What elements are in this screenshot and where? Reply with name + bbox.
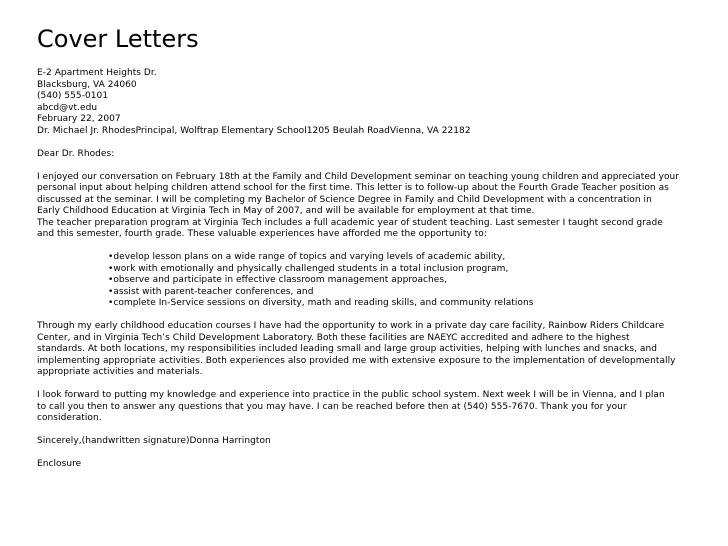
sender-address-line2: Blacksburg, VA 24060 xyxy=(37,79,137,90)
paragraph-line: to call you then to answer any questions that you may have. I can be reached before then at (540) 555-7670. Thank you for your xyxy=(37,401,627,412)
sender-email: abcd@vt.edu xyxy=(37,102,98,113)
paragraph-line: I look forward to putting my knowledge and experience into practice in the public school system. Next week I will be in Vienna, and I plan xyxy=(37,390,665,400)
paragraph-line: I enjoyed our conversation on February 18th at the Family and Child Development seminar on teaching young children and appreciated your xyxy=(37,171,680,182)
spacer xyxy=(37,310,697,322)
paragraph-experience xyxy=(37,321,697,379)
salutation: Dear Dr. Rhodes: xyxy=(37,148,115,159)
sender-address-block xyxy=(37,68,697,126)
enclosure-note: Enclosure xyxy=(37,459,82,469)
paragraph-closing xyxy=(37,390,697,425)
paragraph-line: The teacher preparation program at Virginia Tech includes a full academic year of student teaching. Last semester I taught second grade xyxy=(37,217,663,228)
spacer xyxy=(37,160,697,172)
experience-bullet-list xyxy=(37,252,697,310)
spacer xyxy=(37,448,697,460)
paragraph-intro xyxy=(37,172,697,241)
sender-phone: (540) 555-0101 xyxy=(37,91,109,101)
letter-date: February 22, 2007 xyxy=(37,114,121,124)
paragraph-line: implementing appropriate activities. Both experiences also provided me with extensive exposure to the implementation of developmentally xyxy=(37,355,676,366)
paragraph-line: standards. At both locations, my responsibilities included leading small and large group activities, helping with lunches and snacks, and xyxy=(37,344,657,354)
list-item: •complete In-Service sessions on diversity, math and reading skills, and community relations xyxy=(108,298,534,308)
spacer xyxy=(37,379,697,391)
paragraph-line: appropriate activities and materials. xyxy=(37,367,203,377)
sender-address-line1: E-2 Apartment Heights Dr. xyxy=(37,68,157,78)
paragraph-line: and this semester, fourth grade. These valuable experiences have afforded me the opportunity to: xyxy=(37,229,487,239)
spacer xyxy=(37,137,697,149)
paragraph-line: discussed at the seminar. I will be completing my Bachelor of Science Degree in Family and Child Development with a concentration in xyxy=(37,194,652,205)
paragraph-line: personal input about helping children attend school for the first time. This letter is to follow-up about the Fourth Grade Teacher position as xyxy=(37,183,669,193)
paragraph-line: Through my early childhood education courses I have had the opportunity to work in a private day care facility, Rainbow Riders Childcare xyxy=(37,321,665,331)
list-item: •observe and participate in effective classroom management approaches, xyxy=(108,275,448,285)
paragraph-line: Center, and in Virginia Tech’s Child Development Laboratory. Both these facilities are NAEYC accredited and adhere to the highest xyxy=(37,332,630,343)
page-title: Cover Letters xyxy=(37,25,199,53)
paragraph-line: Early Childhood Education at Virginia Tech in May of 2007, and will be available for employment at that time. xyxy=(37,206,535,216)
signature-line: Sincerely,(handwritten signature)Donna Harrington xyxy=(37,436,271,446)
spacer xyxy=(37,425,697,437)
letter-body xyxy=(37,68,697,471)
recipient-line: Dr. Michael Jr. RhodesPrincipal, Wolftrap Elementary School1205 Beulah RoadVienna, VA 22182 xyxy=(37,125,471,136)
list-item: •develop lesson plans on a wide range of topics and varying levels of academic ability, xyxy=(108,252,506,262)
spacer xyxy=(37,241,697,253)
paragraph-line: consideration. xyxy=(37,413,102,423)
list-item: •work with emotionally and physically challenged students in a total inclusion program, xyxy=(108,263,509,274)
list-item: •assist with parent-teacher conferences, and xyxy=(108,286,314,297)
